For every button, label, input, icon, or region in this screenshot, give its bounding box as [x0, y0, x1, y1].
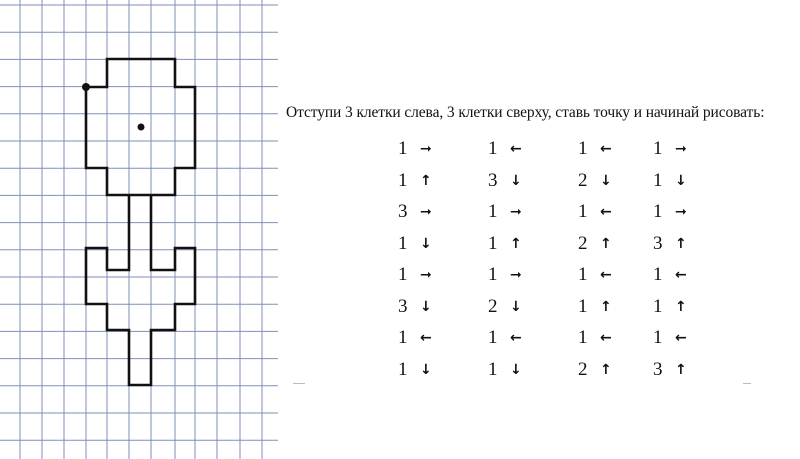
arrow-right-icon: ➞: [420, 267, 432, 283]
instruction-text: Отступи 3 клетки слева, 3 клетки сверху, ставь точку и начинай рисовать:: [286, 104, 765, 121]
step-item: [653, 325, 687, 351]
grid-lines: [0, 0, 278, 459]
scan-mark: [743, 383, 751, 384]
step-item: [488, 199, 522, 225]
arrow-down-icon: ↓: [510, 298, 522, 315]
step-count: 1: [398, 358, 408, 380]
step-item: [488, 357, 522, 383]
step-count: 3: [653, 358, 663, 380]
step-count: 1: [653, 295, 663, 317]
arrow-up-icon: ↑: [600, 235, 612, 252]
step-item: [488, 262, 522, 288]
arrow-left-icon: ←: [675, 267, 687, 283]
arrow-right-icon: ➞: [510, 267, 522, 283]
step-count: 1: [578, 295, 588, 317]
step-count: 1: [398, 327, 408, 348]
step-item: [398, 199, 432, 225]
arrow-left-icon: ←: [600, 267, 612, 283]
arrow-left-icon: ←: [600, 141, 612, 157]
step-count: 1: [488, 138, 498, 159]
arrow-up-icon: ↑: [675, 298, 687, 315]
step-count: 1: [653, 201, 663, 222]
step-item: [488, 325, 522, 351]
step-count: 2: [578, 232, 588, 254]
step-count: 1: [653, 138, 663, 159]
step-item: [398, 294, 432, 320]
arrow-down-icon: ↓: [600, 172, 612, 189]
step-item: [578, 136, 612, 162]
start-dot: [82, 83, 90, 91]
step-count: 1: [488, 232, 498, 254]
arrow-left-icon: ←: [510, 330, 522, 346]
flower-outline: [86, 59, 195, 385]
arrow-up-icon: ↑: [675, 361, 687, 378]
step-item: [578, 294, 612, 320]
step-count: 1: [398, 264, 408, 285]
step-count: 1: [398, 138, 408, 159]
step-count: 1: [653, 327, 663, 348]
step-count: 1: [488, 358, 498, 380]
step-item: [578, 357, 612, 383]
step-count: 1: [488, 264, 498, 285]
step-item: [578, 168, 612, 194]
step-item: [653, 168, 687, 194]
grid-drawing: [0, 0, 280, 459]
step-item: [653, 199, 687, 225]
arrow-down-icon: ↓: [510, 172, 522, 189]
graph-paper: [0, 0, 280, 459]
step-item: [488, 168, 522, 194]
step-item: [398, 262, 432, 288]
arrow-right-icon: ➞: [675, 204, 687, 220]
arrow-right-icon: ➞: [420, 141, 432, 157]
arrow-up-icon: ↑: [600, 361, 612, 378]
arrow-down-icon: ↓: [675, 172, 687, 189]
step-count: 1: [488, 201, 498, 222]
step-count: 3: [488, 169, 498, 191]
step-item: [578, 262, 612, 288]
scan-mark: [293, 383, 305, 384]
step-count: 1: [398, 169, 408, 191]
arrow-down-icon: ↓: [420, 235, 432, 252]
step-item: [398, 231, 432, 257]
eye-dot: [138, 124, 145, 131]
step-item: [653, 294, 687, 320]
arrow-up-icon: ↑: [420, 172, 432, 189]
arrow-up-icon: ↑: [600, 298, 612, 315]
step-count: 1: [488, 327, 498, 348]
step-item: [398, 325, 432, 351]
step-item: [488, 136, 522, 162]
arrow-down-icon: ↓: [420, 361, 432, 378]
step-count: 2: [488, 295, 498, 317]
step-count: 1: [578, 138, 588, 159]
arrow-left-icon: ←: [600, 204, 612, 220]
step-item: [653, 136, 687, 162]
arrow-right-icon: ➞: [510, 204, 522, 220]
arrow-down-icon: ↓: [510, 361, 522, 378]
step-item: [653, 357, 687, 383]
arrow-down-icon: ↓: [420, 298, 432, 315]
step-item: [488, 231, 522, 257]
step-item: [578, 231, 612, 257]
step-count: 3: [653, 232, 663, 254]
step-count: 1: [653, 169, 663, 191]
steps-area: [398, 136, 718, 396]
step-item: [398, 357, 432, 383]
arrow-right-icon: ➞: [420, 204, 432, 220]
step-count: 1: [578, 264, 588, 285]
step-count: 1: [578, 201, 588, 222]
step-count: 1: [578, 327, 588, 348]
step-count: 3: [398, 201, 408, 222]
arrow-right-icon: ➞: [675, 141, 687, 157]
arrow-up-icon: ↑: [510, 235, 522, 252]
step-item: [578, 325, 612, 351]
arrow-up-icon: ↑: [675, 235, 687, 252]
step-item: [653, 231, 687, 257]
arrow-left-icon: ←: [675, 330, 687, 346]
step-item: [578, 199, 612, 225]
arrow-left-icon: ←: [600, 330, 612, 346]
step-item: [398, 168, 432, 194]
arrow-left-icon: ←: [510, 141, 522, 157]
step-count: 2: [578, 169, 588, 191]
step-count: 3: [398, 295, 408, 317]
step-count: 1: [653, 264, 663, 285]
step-item: [488, 294, 522, 320]
step-item: [398, 136, 432, 162]
step-count: 1: [398, 232, 408, 254]
step-count: 2: [578, 358, 588, 380]
arrow-left-icon: ←: [420, 330, 432, 346]
step-item: [653, 262, 687, 288]
